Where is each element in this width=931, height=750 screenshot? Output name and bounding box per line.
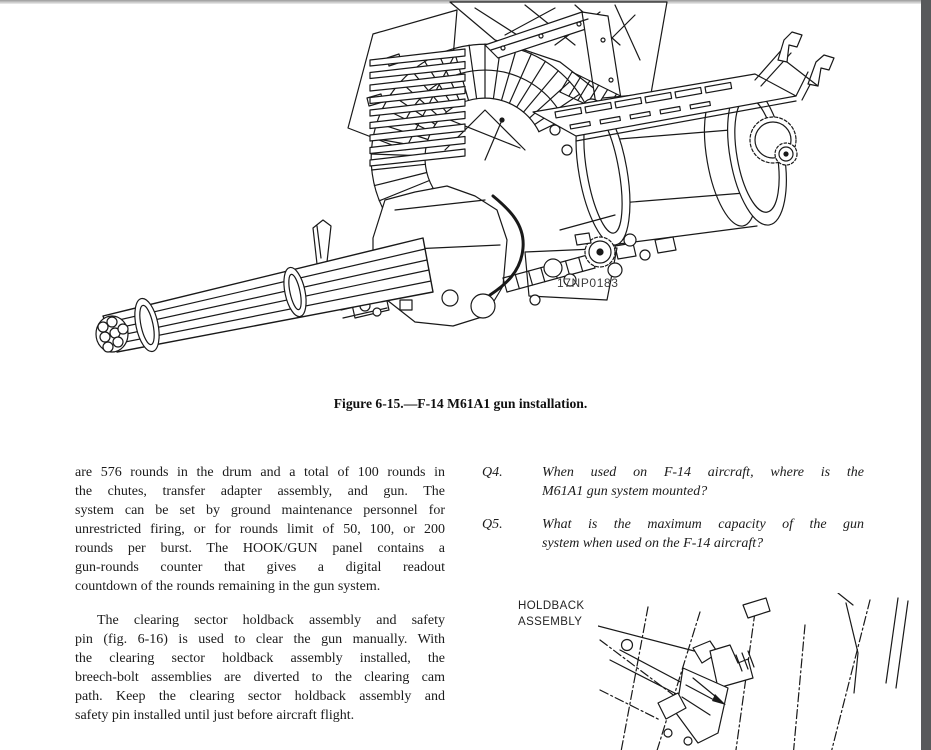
text-line: The clearing sector holdback assembly and safety: [97, 613, 445, 628]
text-line: countdown of the rounds remaining in the gun system.: [75, 579, 381, 594]
question-text: [542, 515, 864, 553]
right-text-column: [482, 463, 864, 567]
charging-handle: [313, 220, 331, 264]
text-line: unrestricted firing, or for rounds limit of 50, 100, or 200: [75, 522, 445, 537]
text-line: M61A1 gun system mounted?: [542, 484, 708, 499]
question-label: Q5.: [482, 517, 503, 532]
text-line: pin (fig. 6-16) is used to clear the gun manually. With: [75, 632, 445, 647]
text-line: rounds per burst. The HOOK/GUN panel contains a: [75, 541, 445, 556]
text-line: system can be set by ground maintenance personnel for: [75, 503, 445, 518]
barrel-cluster: [96, 238, 433, 354]
callout-line: ASSEMBLY: [518, 615, 583, 628]
text-line: the clearing sector holdback assembly installed, the: [75, 651, 445, 666]
figure-6-15-caption: Figure 6-15.—F-14 M61A1 gun installation.: [333, 396, 588, 411]
text-line: gun-rounds counter that gives a digital readout: [75, 560, 445, 575]
question-q5: [482, 515, 864, 553]
callout-line: HOLDBACK: [518, 600, 585, 612]
leader-arrow: [598, 626, 710, 659]
text-line: the chutes, transfer adapter assembly, and gun. The: [75, 484, 445, 499]
holdback-assembly-callout: [518, 599, 584, 630]
question-label: Q4.: [482, 465, 503, 480]
question-q4: [482, 463, 864, 501]
text-line: breech-bolt assemblies are diverted to the clearing cam: [75, 670, 445, 685]
question-text: [542, 463, 864, 501]
paragraph-clearing-sector: [75, 611, 445, 725]
text-line: system when used on the F-14 aircraft?: [542, 536, 764, 551]
viewer-right-edge: [921, 0, 931, 750]
text-line: are 576 rounds in the drum and a total of 100 rounds in: [75, 465, 445, 480]
figure-photo-id: 17NP0183: [557, 276, 619, 290]
figure-6-16-illustration: [598, 593, 921, 750]
text-line: What is the maximum capacity of the gun: [542, 517, 864, 532]
left-text-column: [75, 463, 445, 725]
text-line: path. Keep the clearing sector holdback assembly and: [75, 689, 445, 704]
figure-6-15-illustration: [55, 0, 920, 360]
structure-lines: [610, 593, 908, 706]
paragraph-rounds: [75, 463, 445, 596]
holdback-assembly-device: [658, 641, 754, 745]
text-line: safety pin installed until just before aircraft flight.: [75, 708, 355, 723]
text-line: When used on F-14 aircraft, where is the: [542, 465, 864, 480]
